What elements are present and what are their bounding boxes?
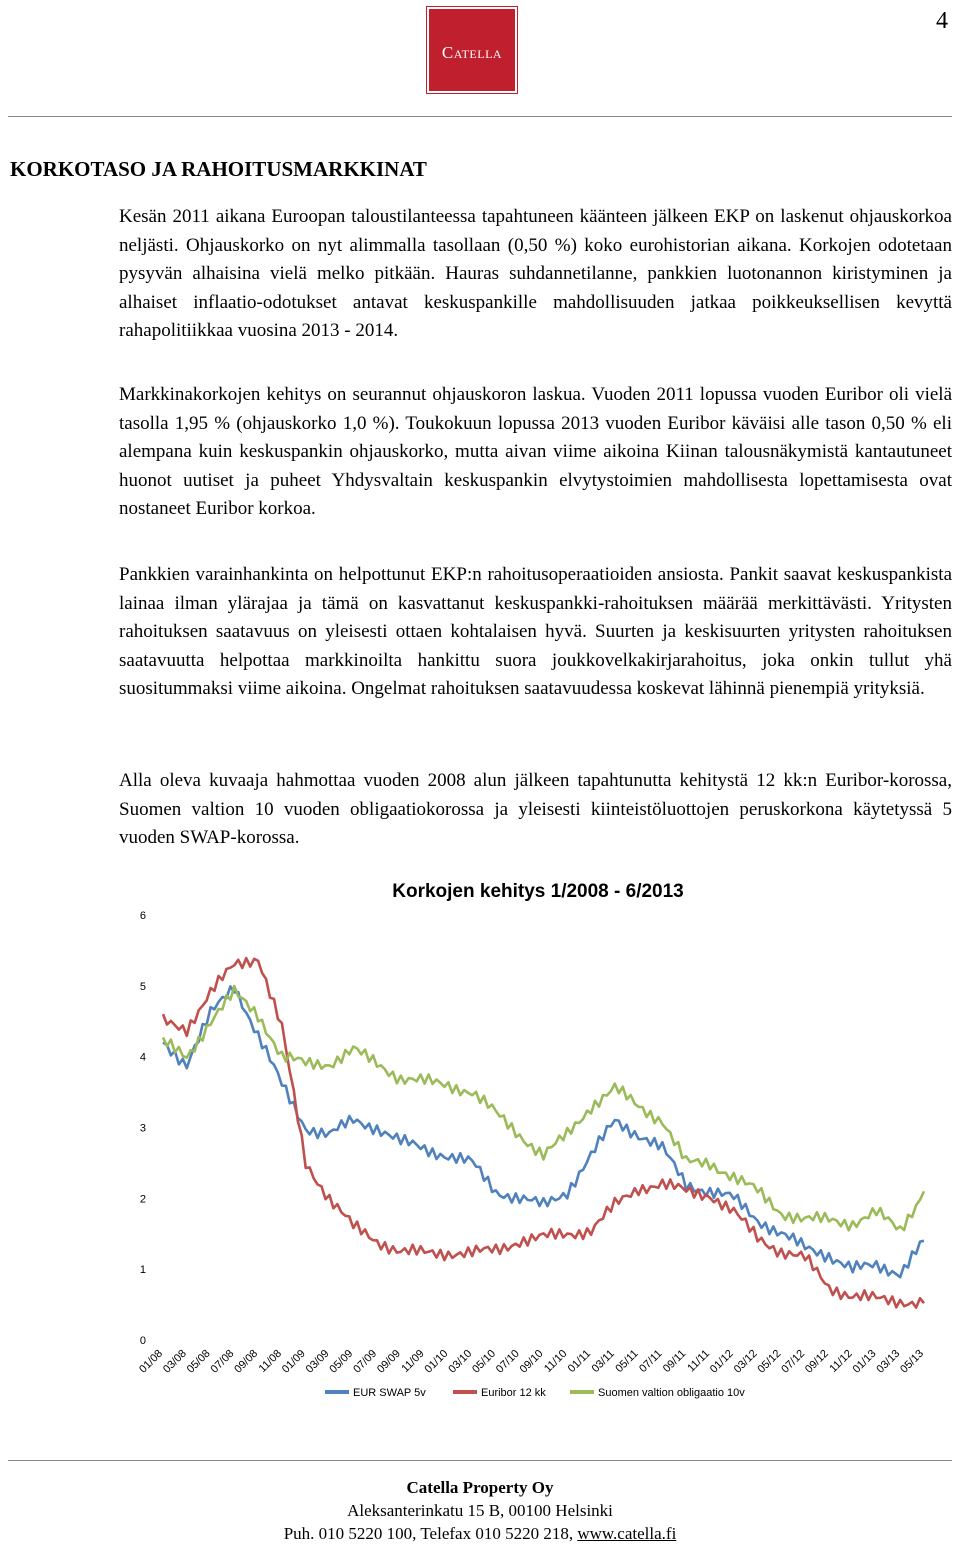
x-tick-label: 01/10: [422, 1347, 451, 1376]
x-tick-label: 03/11: [589, 1347, 617, 1376]
x-tick-label: 11/11: [685, 1347, 713, 1375]
x-tick-label: 01/08: [137, 1347, 166, 1376]
footer-company: Catella Property Oy: [406, 1478, 554, 1497]
x-tick-label: 11/10: [542, 1347, 570, 1376]
paragraph-4: Alla oleva kuvaaja hahmottaa vuoden 2008 alun jälkeen tapahtunutta kehitystä 12 kk:n Euribor-korossa, Suomen valtion 10 vuoden obligaatiokorossa ja yleisesti kiinteistöluottojen peruskorkona käytetyssä 5 vuoden SWAP-korossa.: [119, 770, 952, 848]
footer: [0, 1476, 960, 1545]
paragraph-3: Pankkien varainhankinta on helpottunut EKP:n rahoitusoperaatioiden ansiosta. Pankit saavat keskuspankista lainaa ilman ylärajaa ja tämä on kasvattanut keskuspankki-rahoituksen määrää merkittävästi. Yritysten rahoituksen saatavuus on yleisesti ottaen kohtalaisen hyvä. Suurten ja keskisuurten yritysten rahoituksen saatavuutta helpottaa markkinoilta hankittu suora joukkovelkakirjarahoitus, joka onkin tullut yhä suositummaksi viime aikoina. Ongelmat rahoituksen saatavuudessa koskevat lähinnä pienempiä yrityksiä.: [119, 564, 952, 699]
x-tick-label: 11/08: [256, 1347, 285, 1376]
chart-title: Korkojen kehitys 1/2008 - 6/2013: [392, 881, 684, 902]
x-tick-label: 07/09: [351, 1347, 380, 1376]
x-tick-label: 01/12: [707, 1347, 736, 1376]
y-tick-label: 3: [139, 1122, 146, 1135]
x-tick-label: 03/13: [874, 1347, 903, 1376]
legend-label-2: Euribor 12 kk: [481, 1387, 546, 1399]
y-tick-label: 6: [139, 910, 146, 922]
x-tick-label: 03/08: [160, 1347, 189, 1376]
x-tick-label: 07/11: [637, 1347, 665, 1376]
x-tick-label: 09/09: [374, 1347, 403, 1376]
footer-address: Aleksanterinkatu 15 B, 00100 Helsinki: [347, 1501, 613, 1520]
x-tick-label: 09/12: [803, 1347, 831, 1376]
y-tick-label: 5: [139, 980, 146, 993]
footer-website-link[interactable]: www.catella.fi: [577, 1524, 677, 1543]
series-line-2: [163, 958, 924, 1308]
x-tick-label: 05/09: [327, 1347, 356, 1376]
footer-divider: [8, 1460, 952, 1461]
x-tick-label: 05/13: [898, 1347, 927, 1376]
y-tick-label: 4: [139, 1051, 146, 1064]
x-tick-label: 03/09: [303, 1347, 332, 1376]
y-tick-label: 2: [139, 1193, 146, 1206]
legend-label-3: Suomen valtion obligaatio 10v: [598, 1387, 745, 1399]
x-tick-label: 07/08: [208, 1347, 237, 1376]
section-heading: KORKOTASO JA RAHOITUSMARKKINAT: [10, 157, 427, 181]
x-tick-label: 05/10: [470, 1347, 499, 1376]
x-tick-label: 09/11: [660, 1347, 689, 1376]
x-tick-label: 05/08: [184, 1347, 213, 1376]
x-tick-label: 01/13: [850, 1347, 879, 1376]
footer-contact: [0, 1522, 960, 1545]
page-number: 4: [936, 8, 948, 34]
x-tick-label: 01/11: [565, 1347, 594, 1376]
x-tick-label: 11/12: [827, 1347, 855, 1376]
x-tick-label: 05/12: [755, 1347, 784, 1376]
logo-text: Catella: [441, 43, 503, 62]
x-tick-label: 03/10: [446, 1347, 475, 1376]
series-line-3: [163, 986, 924, 1230]
legend-label-1: EUR SWAP 5v: [353, 1387, 426, 1399]
interest-rate-chart: [110, 870, 950, 1410]
x-tick-label: 03/12: [731, 1347, 760, 1376]
paragraph-1: Kesän 2011 aikana Euroopan taloustilanteessa tapahtuneen käänteen jälkeen EKP on laskenut ohjauskorkoa neljästi. Ohjauskorko on nyt alimmalla tasollaan (0,50 %) koko eurohistorian aikana. Korkojen odotetaan pysyvän alhaisina vielä melko pitkään. Hauras suhdannetilanne, pankkien luotonannon kiristyminen ja alhaiset inflaatio-odotukset antavat keskuspankille mahdollisuuden jatkaa poikkeuksellisen kevyttä rahapolitiikkaa vuosina 2013 - 2014.: [119, 206, 952, 341]
x-tick-label: 07/12: [779, 1347, 808, 1376]
paragraph-2: Markkinakorkojen kehitys on seurannut ohjauskoron laskua. Vuoden 2011 lopussa vuoden Euribor oli vielä tasolla 1,95 % (ohjauskorko 1,0 %). Toukokuun lopussa 2013 vuoden Euribor käväisi alle tason 0,50 % eli alempana kuin keskuspankin ohjauskorko, mutta aivan viime aikoina Kiinan talousnäkymistä kantautuneet huonot uutiset ja puheet Yhdysvaltain keskuspankin elvytystoimien mahdollisesta lopettamisesta ovat nostaneet Euribor korkoa.: [119, 384, 952, 519]
x-tick-label: 09/10: [517, 1347, 546, 1376]
x-tick-label: 09/08: [232, 1347, 261, 1376]
y-tick-label: 1: [139, 1264, 146, 1277]
x-tick-label: 05/11: [613, 1347, 641, 1376]
x-tick-label: 07/10: [493, 1347, 522, 1376]
chart-svg: [110, 870, 950, 1410]
x-tick-label: 01/09: [279, 1347, 308, 1376]
header-divider: [8, 116, 952, 117]
footer-phone: Puh. 010 5220 100, Telefax 010 5220 218,: [283, 1524, 578, 1543]
catella-logo: [427, 7, 517, 93]
y-tick-label: 0: [139, 1335, 146, 1347]
x-tick-label: 11/09: [399, 1347, 427, 1376]
